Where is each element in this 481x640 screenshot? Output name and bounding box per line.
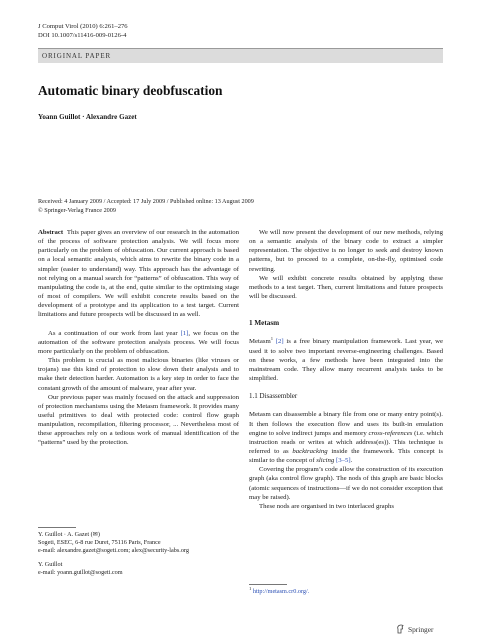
abstract-label: Abstract — [38, 229, 64, 236]
abstract-text: This paper gives an overview of our research in the automation of the process of software protection analysis. We will focus more particularly on the problem of obfuscation. Our current approach is based on a local semantic analysis, which aims to rewrite the binary code in a simpler (easier to understand) way. This approach has the advantage of not relying on a manual search for “patterns” of obfuscation. This way of manipulating the code is, at the end, quite similar to the optimising stage of most of compilers. We will exhibit concrete results based on the development of a prototype and its application to a test target. Current limitations and future prospects will be discussed in as well. — [38, 229, 239, 319]
journal-header — [38, 22, 128, 40]
copyright-line: © Springer-Verlag France 2009 — [38, 207, 116, 214]
dis-text-d: . — [350, 457, 353, 465]
intro-paragraph-2: This problem is crucial as most malicious binaries (like viruses or trojans) use this kind of protection to slow down their analysis and to make their detection harder. Automation is a key step in order to face the constant growth of the amount of malware, year after year. — [38, 357, 239, 392]
affiliation-rule — [38, 527, 76, 528]
publisher-mark — [396, 624, 433, 634]
intro-p1-text: As a continuation of our work from last year — [48, 329, 181, 337]
affiliation-address: Sogeti, ESEC, 6-8 rue Duret, 75116 Paris, France — [38, 539, 161, 546]
metasm-text: is a free binary manipulation framework. Last year, we used it to solve two important reverse-engineering challenges. Based on these works, a few methods have been integrated into the mainstream code. They allow many recurrent analysis tasks to be simplified. — [249, 338, 444, 383]
right-column — [249, 228, 443, 511]
paper-title: Automatic binary deobfuscation — [38, 83, 223, 98]
citation-link-2[interactable]: [2] — [275, 338, 284, 346]
intro-p1-text-end: , we focus on the automation of the software protection analysis process. We will focus more particularly on the problem of obfuscation. — [38, 329, 239, 355]
term-cross-references: cross-references — [368, 429, 413, 437]
right-paragraph-1: We will now present the development of our new methods, relying on a semantic analysis of the binary code to extract a simpler representation. The objective is no longer to seek and destroy known patterns, but to proceed to a complete, on-the-fly, optimised code rewriting. — [249, 229, 443, 273]
subsection-heading-disassembler: 1.1 Disassembler — [249, 392, 298, 401]
footnote-url-link[interactable]: http://metasm.cr0.org/. — [252, 588, 310, 595]
dates-line: Received: 4 January 2009 / Accepted: 17 July 2009 / Published online: 13 August 2009 — [38, 198, 254, 205]
publication-history — [38, 197, 254, 215]
author-list: Yoann Guillot · Alexandre Gazet — [38, 113, 137, 121]
citation-link-3[interactable]: [3–5] — [335, 457, 351, 465]
affiliation-email-1: e-mail: alexandre.gazet@sogeti.com; alex@security-labs.org — [38, 547, 189, 554]
doi: DOI 10.1007/s11416-009-0126-4 — [38, 32, 127, 39]
journal-citation: J Comput Virol (2010) 6:261–276 — [38, 23, 128, 30]
intro-paragraph-1 — [38, 329, 239, 356]
metasm-word: Metasm — [249, 338, 271, 346]
left-column — [38, 228, 239, 448]
affiliation-author-2: Y. Guillot — [38, 561, 63, 568]
article-type-label: ORIGINAL PAPER — [38, 48, 443, 63]
footnote-number: 1 — [249, 585, 252, 591]
dis-text-c: inside the framework. This concept is similar to the concept of — [249, 447, 443, 465]
affiliation-email-2: e-mail: yoann.guillot@sogeti.com — [38, 569, 123, 576]
footnote — [249, 585, 310, 596]
disassembler-paragraph-1 — [249, 410, 443, 465]
section-heading-metasm: 1 Metasm — [249, 319, 280, 328]
citation-link-1[interactable]: [1] — [180, 329, 189, 337]
right-paragraph-2: We will exhibit concrete results obtained by applying these methods to a test target. Then, current limitations and future prospects will be discussed. — [249, 274, 443, 301]
dis-text-b: (i.e. which instruction reads or writes at which address(es)). This technique is referred to as — [249, 429, 443, 455]
term-backtracking: backtracking — [292, 447, 328, 455]
term-slicing: slicing — [316, 457, 335, 465]
footnote-rule — [249, 584, 287, 585]
abstract — [38, 228, 239, 320]
intro-paragraph-3: Our previous paper was mainly focused on the attack and suppression of protection mechanisms using the Metasm framework. It provides many useful primitives to deal with protected code: control flow graph manipulation, recompilation, filtering processor, ... Nevertheless most of these approaches rely on a tedious work of manual identification of the “patterns” used by the protection. — [38, 393, 239, 447]
author-affiliations — [38, 531, 189, 577]
affiliation-authors: Y. Guillot · A. Gazet (✉) — [38, 531, 100, 538]
springer-horse-icon — [396, 624, 405, 634]
disassembler-paragraph-3: These nods are organised in two interlaced graphs — [259, 502, 395, 510]
dis-text-a: Metasm can disassemble a binary file from one or many entry point(s). It then follows the execution flow and uses its built-in emulation engine to solve indirect jumps and memory — [249, 411, 443, 437]
disassembler-paragraph-2: Covering the program’s code allow the construction of its execution graph (aka control flow graph). The nods of this graph are basic blocks (atomic sequences of instructions—if we do not consider exception that may be raised). — [249, 466, 443, 501]
springer-logo-text: Springer — [408, 624, 434, 634]
footnote-marker: 1 — [270, 336, 274, 342]
metasm-paragraph — [249, 337, 443, 383]
